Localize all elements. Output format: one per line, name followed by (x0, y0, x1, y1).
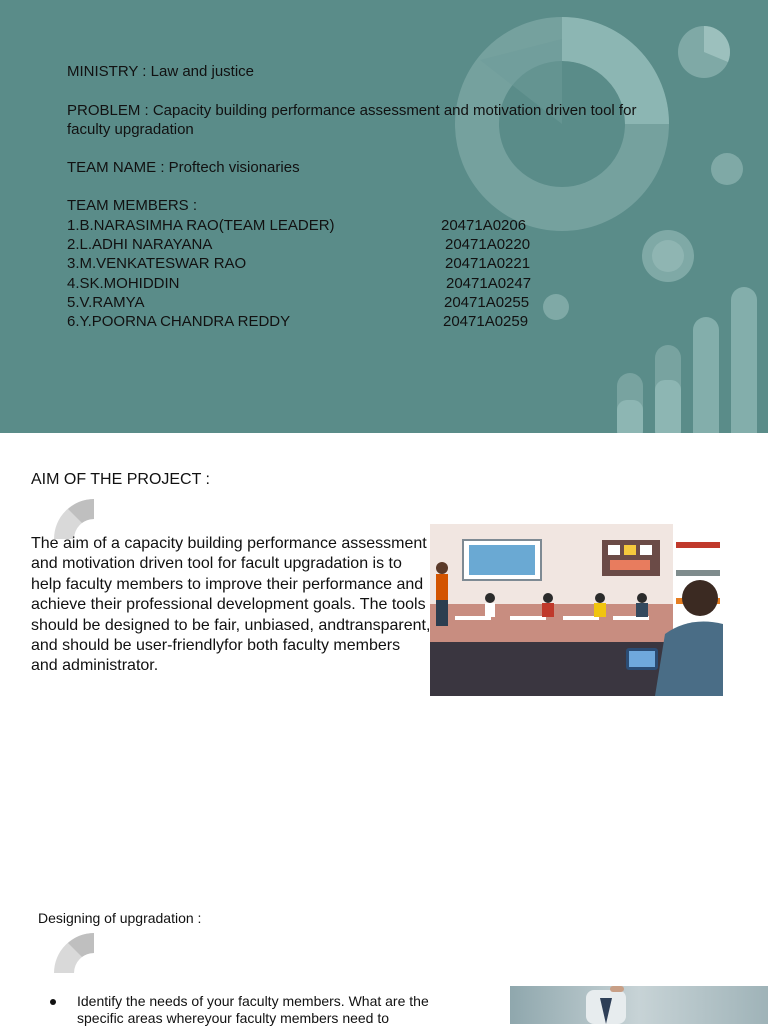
member-name: 1.B.NARASIMHA RAO(TEAM LEADER) (67, 217, 335, 234)
aim-heading: AIM OF THE PROJECT : (31, 471, 210, 488)
aim-description: The aim of a capacity building performance assessment and motivation driven tool for facult upgradation is to help faculty members to improve their performance and achieve their professional development goals. The tools should be designed to be fair, unbiased, andtransparent, and should be user-friendlyfor both faculty members and administrator. (31, 535, 431, 675)
team-member-row (67, 216, 547, 235)
member-id: 20471A0255 (444, 293, 530, 311)
team-member-list (67, 216, 547, 331)
bullet-item (47, 993, 477, 1027)
member-id: 20471A0206 (441, 217, 527, 234)
team-members-heading: TEAM MEMBERS : (67, 197, 198, 214)
bullet-icon (50, 999, 56, 1005)
team-member-row (67, 254, 547, 273)
problem-line-2: faculty upgradation (67, 121, 194, 138)
member-name: 2.L.ADHI NARAYANA (67, 236, 213, 254)
team-name-line: TEAM NAME : Proftech visionaries (67, 159, 300, 176)
member-name: 4.SK.MOHIDDIN (67, 274, 180, 292)
team-member-row (67, 312, 547, 331)
classroom-illustration (430, 524, 723, 696)
member-id: 20471A0221 (445, 255, 531, 273)
member-id: 20471A0259 (443, 312, 529, 330)
team-member-row (67, 274, 547, 293)
member-name: 5.V.RAMYA (67, 293, 145, 311)
decorative-arc-icon (52, 933, 96, 975)
team-member-row (67, 235, 547, 254)
bullet-text: Identify the needs of your faculty members. What are the specific areas whereyour faculty members need to (77, 993, 429, 1026)
design-bullet-list (47, 993, 477, 1027)
member-id: 20471A0247 (446, 274, 532, 292)
ministry-line: MINISTRY : Law and justice (67, 63, 255, 80)
person-photo (510, 986, 768, 1024)
member-name: 6.Y.POORNA CHANDRA REDDY (67, 312, 291, 330)
team-member-row (67, 293, 547, 312)
problem-line-1: PROBLEM : Capacity building performance assessment and motivation driven tool for (67, 102, 637, 119)
design-heading: Designing of upgradation : (38, 910, 202, 926)
member-name: 3.M.VENKATESWAR RAO (67, 255, 247, 273)
member-id: 20471A0220 (445, 236, 531, 254)
title-slide (0, 0, 768, 433)
